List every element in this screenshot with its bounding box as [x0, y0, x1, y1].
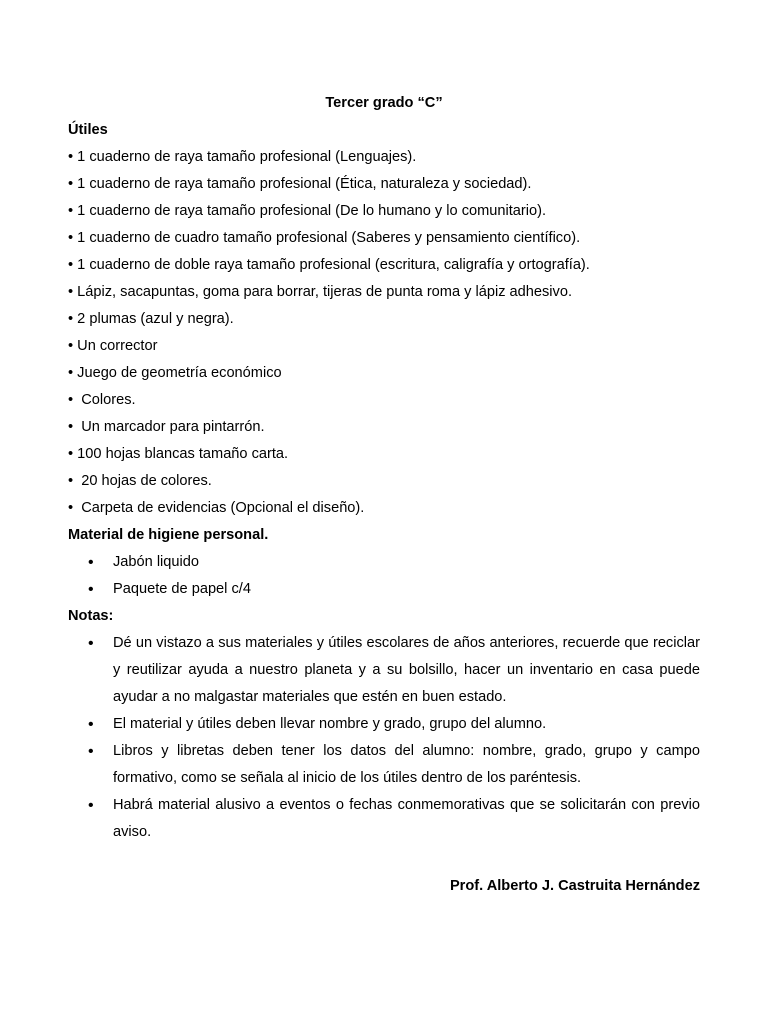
- list-item: [68, 630, 700, 711]
- nota-item-text: Dé un vistazo a sus materiales y útiles escolares de años anteriores, recuerde que reciclar y reutilizar ayuda a nuestro planeta y a su bolsillo, hacer un inventario en casa puede ayudar a no malgastar materiales que estén en buen estado.: [113, 635, 700, 705]
- notas-heading: Notas:: [68, 608, 114, 624]
- utiles-item: • 1 cuaderno de raya tamaño profesional (Ética, naturaleza y sociedad).: [68, 176, 532, 192]
- utiles-item: • 100 hojas blancas tamaño carta.: [68, 446, 289, 462]
- utiles-item: • Lápiz, sacapuntas, goma para borrar, tijeras de punta roma y lápiz adhesivo.: [68, 284, 573, 300]
- utiles-heading: Útiles: [68, 122, 108, 138]
- document-page: [68, 90, 700, 900]
- utiles-item: • Un marcador para pintarrón.: [68, 419, 265, 435]
- notas-list: [68, 630, 700, 846]
- document-title: Tercer grado “C”: [325, 95, 443, 111]
- higiene-list: [68, 549, 700, 603]
- utiles-item: • 1 cuaderno de raya tamaño profesional (Lenguajes).: [68, 149, 417, 165]
- utiles-item: • 2 plumas (azul y negra).: [68, 311, 234, 327]
- utiles-item: • Juego de geometría económico: [68, 365, 282, 381]
- bullet-icon: •: [88, 554, 94, 571]
- list-item: [68, 549, 700, 576]
- higiene-item-text: Paquete de papel c/4: [113, 581, 251, 597]
- nota-item-text: El material y útiles deben llevar nombre y grado, grupo del alumno.: [113, 716, 547, 732]
- list-item: [68, 738, 700, 792]
- list-item: [68, 792, 700, 846]
- bullet-icon: •: [88, 797, 94, 814]
- utiles-item: • Colores.: [68, 392, 136, 408]
- utiles-item: • 1 cuaderno de raya tamaño profesional (De lo humano y lo comunitario).: [68, 203, 547, 219]
- spacer: [68, 846, 700, 873]
- bullet-icon: •: [88, 716, 94, 733]
- utiles-item: • 1 cuaderno de doble raya tamaño profesional (escritura, caligrafía y ortografía).: [68, 257, 590, 273]
- utiles-item: • Un corrector: [68, 338, 158, 354]
- nota-item-text: Libros y libretas deben tener los datos del alumno: nombre, grado, grupo y campo formativo, como se señala al inicio de los útiles dentro de los paréntesis.: [113, 743, 700, 786]
- higiene-heading: Material de higiene personal.: [68, 527, 269, 543]
- utiles-item: • 20 hojas de colores.: [68, 473, 212, 489]
- nota-item-text: Habrá material alusivo a eventos o fechas conmemorativas que se solicitarán con previo aviso.: [113, 797, 700, 840]
- higiene-item-text: Jabón liquido: [113, 554, 200, 570]
- signature: Prof. Alberto J. Castruita Hernández: [449, 878, 700, 894]
- utiles-item: • 1 cuaderno de cuadro tamaño profesional (Saberes y pensamiento científico).: [68, 230, 581, 246]
- list-item: [68, 576, 700, 603]
- bullet-icon: •: [88, 743, 94, 760]
- utiles-item: • Carpeta de evidencias (Opcional el diseño).: [68, 500, 365, 516]
- bullet-icon: •: [88, 635, 94, 652]
- bullet-icon: •: [88, 581, 94, 598]
- utiles-list: [68, 144, 700, 522]
- list-item: [68, 711, 700, 738]
